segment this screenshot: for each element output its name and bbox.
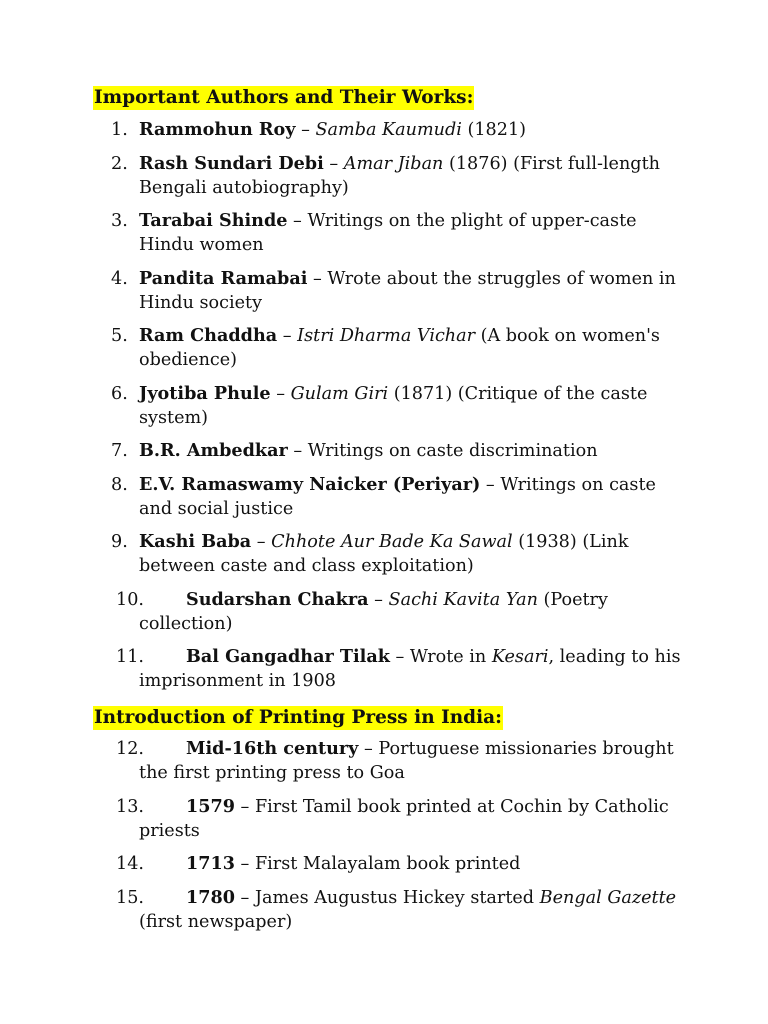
list-item [0,645,768,693]
item-title: Gulam Giri [290,383,389,404]
item-name: Kashi Baba [139,531,252,552]
item-number: 5. [111,326,128,346]
item-number: 11. [116,647,144,667]
item-separator: – [234,887,255,908]
item-text: Portuguese missionaries brought the first printing press to Goa [139,739,674,783]
item-name: Sudarshan Chakra [186,588,369,610]
item-separator: – [358,739,379,759]
list-item [0,886,768,934]
item-number: 2. [111,153,128,174]
item-text: Writings on the plight of upper-caste Hindu women [139,211,637,255]
item-name: 1579 [186,795,235,817]
item-text: (1871) (Critique of the caste system) [139,383,648,428]
list-item [0,152,768,200]
list-item [0,530,768,578]
list-item [0,324,768,372]
item-number: 3. [111,211,128,231]
list-item [0,588,768,636]
item-separator: – [480,474,501,495]
item-text: Wrote about the struggles of women in Hindu society [139,268,676,313]
item-number: 12. [116,739,144,759]
item-name: Pandita Ramabai [139,267,308,289]
item-title: Samba Kaumudi [315,120,462,140]
item-separator: – [287,211,308,231]
printing-press-list [0,737,768,943]
item-text: (Poetry collection) [139,589,608,634]
item-name: Ram Chaddha [139,325,278,346]
item-name: E.V. Ramaswamy Naicker (Periyar) [139,473,481,495]
item-text: (A book on women's obedience) [139,326,660,370]
item-number: 15. [116,887,144,908]
section-heading-authors: Important Authors and Their Works: [94,87,474,108]
item-text: First Tamil book printed at Cochin by Catholic priests [139,796,669,841]
item-text: James Augustus Hickey started [254,887,540,908]
item-separator: – [323,153,344,174]
list-item [0,382,768,430]
item-text-end: (first newspaper) [139,911,293,932]
item-separator: – [234,854,255,874]
item-separator: – [287,441,308,461]
item-number: 1. [111,120,128,140]
item-text: Writings on caste discrimination [307,441,598,461]
item-number: 10. [116,589,144,610]
item-text: (1938) (Link between caste and class exploitation) [139,532,629,576]
item-separator: – [234,796,255,817]
item-name: Rammohun Roy [139,119,296,140]
item-separator: – [270,383,291,404]
item-text: First Malayalam book printed [254,854,521,874]
item-number: 6. [111,383,128,404]
item-name: 1780 [186,886,235,908]
item-name: Jyotiba Phule [139,382,271,404]
item-separator: – [251,532,272,552]
item-separator: – [307,268,328,289]
item-name: Tarabai Shinde [139,210,288,231]
item-text: (1821) [461,120,527,140]
item-title: Sachi Kavita Yan [388,589,538,610]
item-number: 4. [111,268,128,289]
list-item [0,795,768,843]
section-heading-printing-press: Introduction of Printing Press in India: [94,707,502,728]
item-number: 7. [111,441,128,461]
item-name: Bal Gangadhar Tilak [186,646,390,667]
item-text: Writings on caste and social justice [139,474,656,519]
list-item [0,737,768,785]
item-title: Istri Dharma Vichar [297,326,476,346]
item-separator: – [389,647,410,667]
item-number: 13. [116,796,144,817]
item-title: Chhote Aur Bade Ka Sawal [271,532,513,552]
item-name: B.R. Ambedkar [139,440,288,461]
list-item [0,852,768,876]
list-item [0,209,768,257]
item-number: 9. [111,532,128,552]
item-separator: – [295,120,316,140]
list-item [0,267,768,315]
item-separator: – [277,326,298,346]
item-number: 8. [111,474,128,495]
authors-list [0,118,768,703]
item-text: Wrote in [409,647,492,667]
item-separator: – [368,589,389,610]
item-title: Kesari [491,647,549,667]
item-title: Amar Jiban [343,153,444,174]
item-text: (1876) (First full-length Bengali autobiography) [139,153,660,198]
list-item [0,118,768,142]
item-text-end: , leading to his imprisonment in 1908 [139,647,681,691]
item-name: Mid-16th century [186,738,359,759]
item-name: 1713 [186,853,235,874]
list-item [0,473,768,521]
item-name: Rash Sundari Debi [139,152,324,174]
item-number: 14. [116,854,144,874]
list-item [0,439,768,463]
item-title: Bengal Gazette [539,887,677,908]
